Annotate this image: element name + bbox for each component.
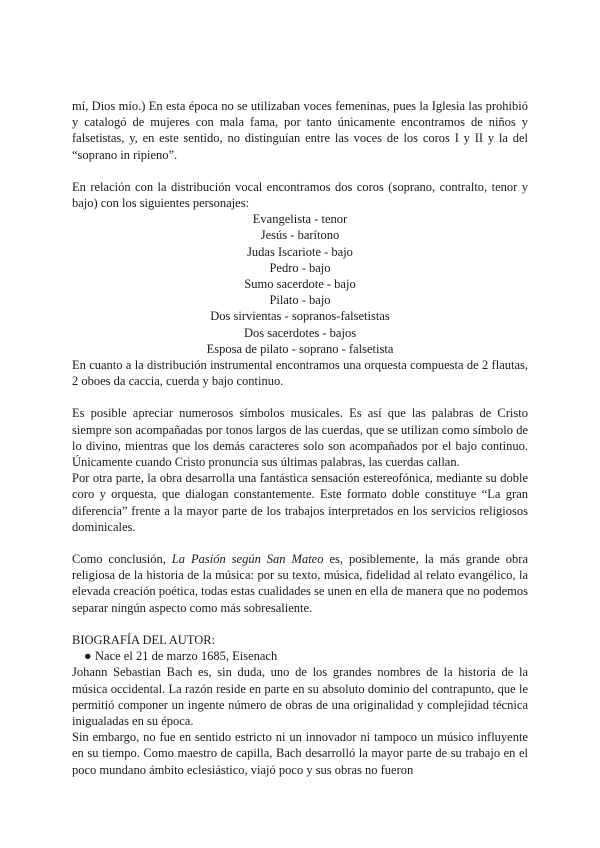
- text-column: [72, 98, 528, 778]
- character-item: Pedro - bajo: [269, 260, 331, 275]
- conclusion-rest: es, posiblemente, la más grande obra religiosa de la historia de la música: por su texto, música, fidelidad al relato evangélico, la elevada creación poética, todas estas cualidades se unen en ella de manera que no podemos separar ningún aspecto como más sobresaliente.: [72, 552, 528, 615]
- character-item: Esposa de pilato - soprano - falsetista: [206, 341, 394, 356]
- biography-heading: BIOGRAFÍA DEL AUTOR:: [72, 632, 216, 647]
- paragraph-vocal-distribution: En relación con la distribución vocal encontramos dos coros (soprano, contralto, tenor y bajo) con los siguientes personajes:: [72, 179, 528, 211]
- paragraph-instrumental: En cuanto a la distribución instrumental encontramos una orquesta compuesta de 2 flautas, 2 oboes da caccia, cuerda y bajo continuo.: [72, 358, 528, 389]
- character-item: Pilato - bajo: [269, 293, 331, 308]
- character-item: Evangelista - tenor: [252, 212, 348, 227]
- character-item: Sumo sacerdote - bajo: [244, 277, 356, 292]
- biography-paragraph-1: Johann Sebastian Bach es, sin duda, uno de los grandes nombres de la historia de la música occidental. La razón reside en parte en su absoluto dominio del contrapunto, que le permitió componer un ingente número de obras de una originalidad y complejidad técnica inigualadas en su época.: [72, 665, 528, 728]
- bullet-dot-icon: ●: [84, 649, 92, 664]
- paragraph-voices: mí, Dios mío.) En esta época no se utilizaban voces femeninas, pues la Iglesia las prohibió y catalogó de mujeres con mala fama, por tanto únicamente encontramos de niños y falsetistas, y, en este sentido, no distinguían entre las voces de los coros I y II y la del “soprano in ripieno”.: [72, 99, 528, 162]
- character-list: [72, 211, 528, 357]
- character-item: Dos sacerdotes - bajos: [243, 325, 357, 340]
- paragraph-stereo: Por otra parte, la obra desarrolla una fantástica sensación estereofónica, mediante su doble coro y orquesta, que dialogan constantemente. Este formato doble constituye “La gran diferencia” frente a la mayor parte de los trabajos interpretados en los servicios religiosos dominicales.: [72, 471, 528, 534]
- birth-date: Nace el 21 de marzo 1685, Eisenach: [95, 649, 278, 664]
- work-title: La Pasión según San Mateo: [171, 552, 324, 567]
- character-item: Dos sirvientas - sopranos-falsetistas: [210, 309, 390, 324]
- paragraph-conclusion: [72, 551, 528, 616]
- conclusion-intro: Como conclusión,: [72, 552, 172, 567]
- character-item: Jesús - barítono: [260, 228, 340, 243]
- biography-bullet: [72, 648, 528, 664]
- biography-paragraph-2: Sin embargo, no fue en sentido estricto ni un innovador ni tampoco un músico influyente en su tiempo. Como maestro de capilla, Bach desarrolló la mayor parte de su trabajo en el poco mundano ámbito eclesiástico, viajó poco y sus obras no fueron: [72, 730, 528, 777]
- paragraph-symbols: Es posible apreciar numerosos símbolos musicales. Es así que las palabras de Cristo siempre son acompañadas por tonos largos de las cuerdas, que se utilizan como símbolo de lo divino, mientras que los demás caracteres solo son acompañados por el bajo continuo. Únicamente cuando Cristo pronuncia sus últimas palabras, las cuerdas callan.: [72, 406, 528, 470]
- character-item: Judas Iscariote - bajo: [247, 244, 353, 259]
